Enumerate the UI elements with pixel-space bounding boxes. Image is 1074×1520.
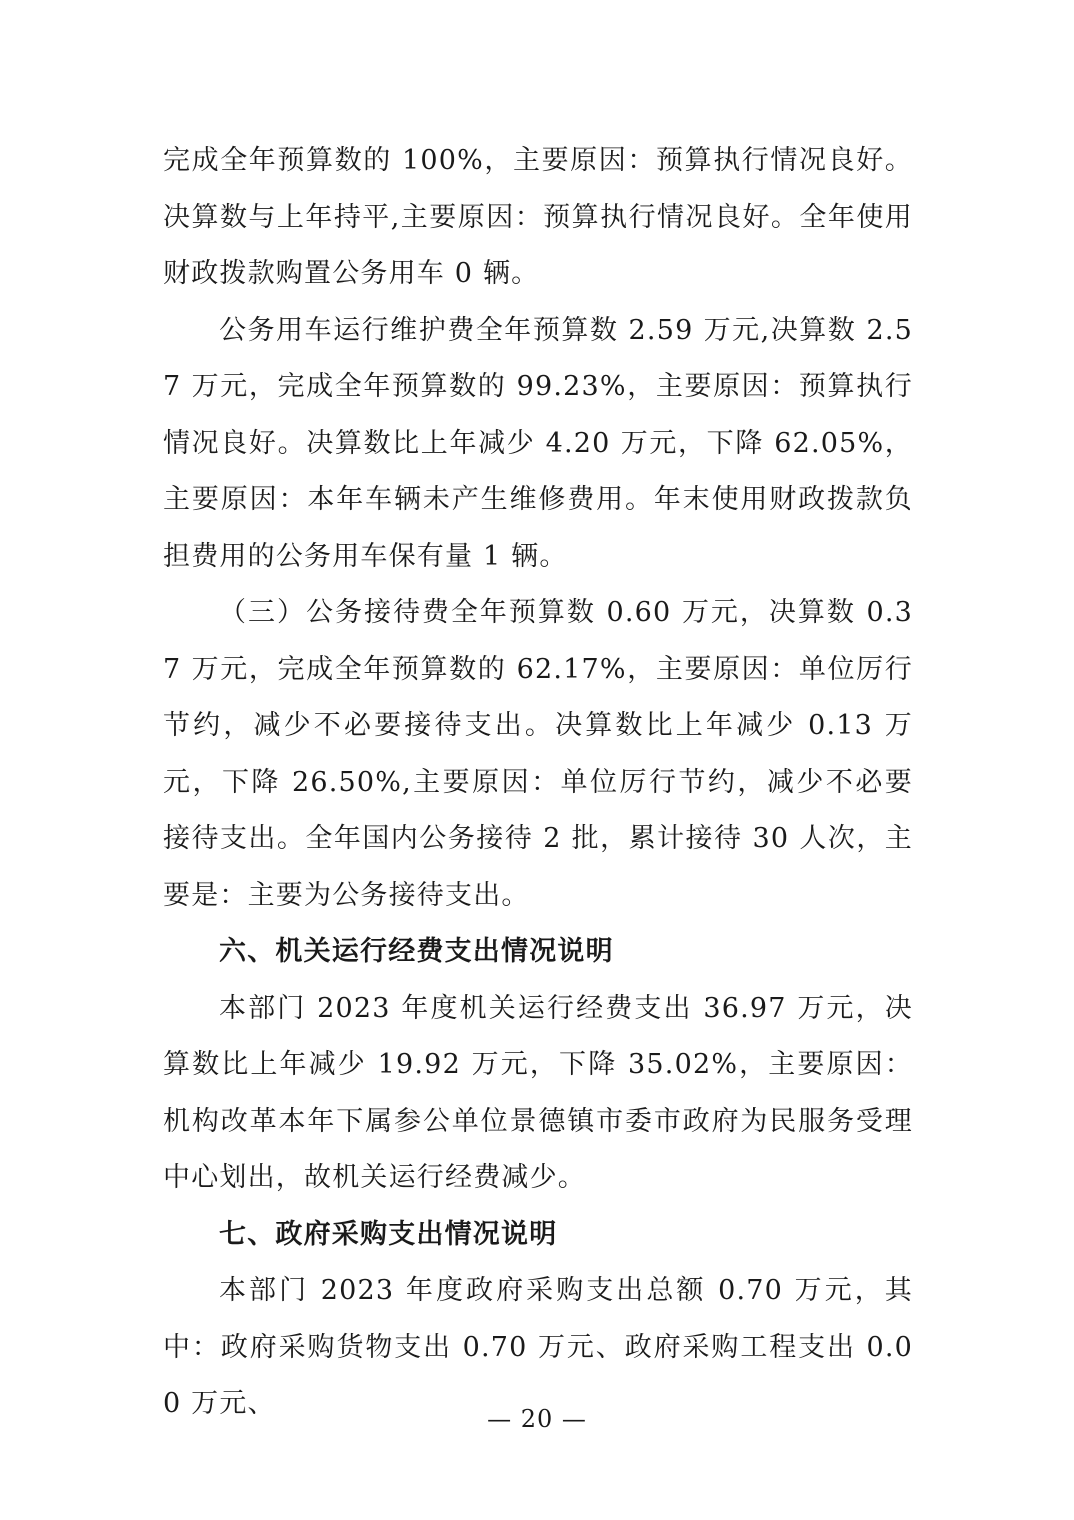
paragraph-vehicle-purchase: 完成全年预算数的 100%，主要原因：预算执行情况良好。决算数与上年持平,主要原因：预算执行情况良好。全年使用财政拨款购置公务用车 0 辆。 <box>163 145 913 289</box>
paragraph-operating-expenses: 本部门 2023 年度机关运行经费支出 36.97 万元，决算数比上年减少 19.92 万元，下降 35.02%，主要原因：机构改革本年下属参公单位景德镇市委市政府为民服务受理中心划出，故机关运行经费减少。 <box>163 992 913 1193</box>
paragraph-procurement: 本部门 2023 年度政府采购支出总额 0.70 万元，其中：政府采购货物支出 0.70 万元、政府采购工程支出 0.00 万元、 <box>163 1275 913 1419</box>
section-heading-procurement: 七、政府采购支出情况说明 <box>219 1218 558 1250</box>
section-heading-operating-expenses: 六、机关运行经费支出情况说明 <box>219 936 614 967</box>
document-body <box>163 133 913 1433</box>
page-number: — 20 — <box>487 1405 587 1433</box>
paragraph-vehicle-maintenance: 公务用车运行维护费全年预算数 2.59 万元,决算数 2.57 万元，完成全年预算数的 99.23%，主要原因：预算执行情况良好。决算数比上年减少 4.20 万元，下降 62.05%，主要原因：本年车辆未产生维修费用。年末使用财政拨款负担费用的公务用车保有量 1 辆。 <box>163 314 913 572</box>
paragraph-reception-fee: （三）公务接待费全年预算数 0.60 万元，决算数 0.37 万元，完成全年预算数的 62.17%，主要原因：单位厉行节约，减少不必要接待支出。决算数比上年减少 0.13 万元，下降 26.50%,主要原因：单位厉行节约，减少不必要接待支出。全年国内公务接待 2 批，累计接待 30 人次，主要是：主要为公务接待支出。 <box>163 597 913 911</box>
